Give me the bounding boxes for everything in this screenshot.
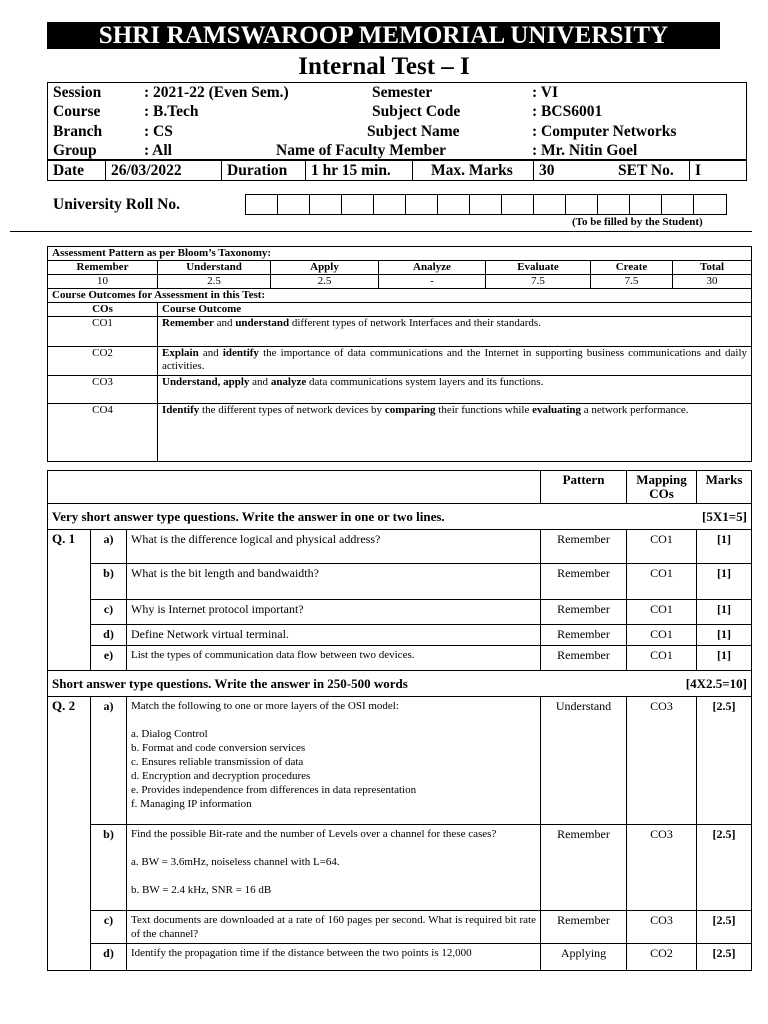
- assessment-pattern-table: [47, 246, 752, 462]
- group-value: : All: [144, 142, 172, 159]
- course-value: : B.Tech: [144, 103, 199, 120]
- header-spacer: [48, 471, 541, 504]
- question-row: [48, 600, 752, 625]
- case-item: a. BW = 3.6mHz, noiseless channel with L=64.: [131, 856, 340, 868]
- semester-value: : VI: [532, 84, 558, 101]
- bloom-title-row: [48, 247, 752, 261]
- question-co: CO1: [627, 625, 697, 646]
- bloom-title: Assessment Pattern as per Bloom’s Taxonomy:: [48, 247, 752, 261]
- bloom-header-row: [48, 261, 752, 275]
- roll-digit-box[interactable]: [342, 195, 374, 214]
- co-row: [48, 317, 752, 347]
- question-marks: [1]: [697, 564, 752, 600]
- co-text: and: [249, 376, 271, 388]
- question-pattern: Applying: [541, 944, 627, 971]
- section-2-title: Short answer type questions. Write the answer in 250-500 words: [52, 675, 408, 691]
- roll-digit-box[interactable]: [406, 195, 438, 214]
- co-row: [48, 347, 752, 376]
- question-part: d): [91, 944, 127, 971]
- bloom-value: 2.5: [158, 275, 271, 289]
- question-co: CO3: [627, 697, 697, 825]
- question-part: a): [91, 697, 127, 825]
- co-keyword: comparing: [384, 404, 436, 416]
- question-co: CO3: [627, 911, 697, 944]
- co-keyword: Remember: [162, 317, 214, 329]
- question-part: a): [91, 530, 127, 564]
- question-co: CO2: [627, 944, 697, 971]
- max-marks-value: 30: [533, 161, 613, 180]
- exam-date-row: [47, 160, 747, 181]
- roll-digit-box[interactable]: [310, 195, 342, 214]
- info-row-course: [48, 102, 746, 122]
- info-row-session: [48, 83, 746, 103]
- question-text: What is the difference logical and physical address?: [127, 530, 541, 564]
- col-marks: Marks: [697, 471, 752, 504]
- question-part: c): [91, 911, 127, 944]
- co-id: CO3: [48, 376, 158, 404]
- section-1-title: Very short answer type questions. Write the answer in one or two lines.: [52, 508, 445, 524]
- branch-label: Branch: [53, 123, 103, 140]
- roll-digit-box[interactable]: [246, 195, 278, 214]
- bloom-value: -: [379, 275, 486, 289]
- roll-number-boxes[interactable]: [245, 194, 727, 215]
- roll-digit-box[interactable]: [534, 195, 566, 214]
- roll-digit-box[interactable]: [374, 195, 406, 214]
- university-banner: SHRI RAMSWAROOP MEMORIAL UNIVERSITY: [47, 22, 720, 49]
- faculty-label: Name of Faculty Member: [276, 142, 447, 159]
- question-row: [48, 911, 752, 944]
- bloom-value: 7.5: [591, 275, 673, 289]
- set-value: I: [689, 161, 746, 180]
- bloom-value: 2.5: [271, 275, 379, 289]
- bloom-value-row: [48, 275, 752, 289]
- question-marks: [1]: [697, 625, 752, 646]
- question-prompt: Find the possible Bit-rate and the number of Levels over a channel for these cases?: [131, 828, 497, 840]
- question-co: CO1: [627, 646, 697, 671]
- question-row: [48, 564, 752, 600]
- group-label: Group: [53, 142, 97, 159]
- question-pattern: Remember: [541, 825, 627, 911]
- roll-digit-box[interactable]: [470, 195, 502, 214]
- outcome-header: Course Outcome: [158, 303, 752, 317]
- session-value: : 2021-22 (Even Sem.): [144, 84, 289, 101]
- co-keyword: understand: [235, 317, 290, 329]
- roll-number-note: (To be filled by the Student): [572, 216, 703, 228]
- bloom-value: 30: [673, 275, 752, 289]
- question-text: Why is Internet protocol important?: [127, 600, 541, 625]
- question-marks: [2.5]: [697, 911, 752, 944]
- question-number: Q. 2: [48, 697, 91, 971]
- subject-code-label: Subject Code: [372, 103, 461, 120]
- option-item: f. Managing IP information: [131, 798, 252, 810]
- question-number: Q. 1: [48, 530, 91, 671]
- info-row-branch: [48, 122, 746, 142]
- roll-digit-box[interactable]: [438, 195, 470, 214]
- question-row: [48, 944, 752, 971]
- question-text: List the types of communication data flow between two devices.: [127, 646, 541, 671]
- co-text: the importance of data communications and the Internet in supporting business communications and daily activities.: [162, 347, 748, 372]
- roll-number-label: University Roll No.: [53, 196, 181, 213]
- questions-table: [47, 470, 752, 971]
- co-description: [158, 376, 752, 404]
- question-co: CO1: [627, 600, 697, 625]
- info-row-group: [48, 141, 746, 161]
- section-1-heading: [48, 504, 752, 530]
- question-row: [48, 530, 752, 564]
- roll-digit-box[interactable]: [502, 195, 534, 214]
- roll-digit-box[interactable]: [662, 195, 694, 214]
- option-item: a. Dialog Control: [131, 728, 208, 740]
- question-marks: [2.5]: [697, 944, 752, 971]
- co-keyword: identify: [222, 347, 259, 359]
- question-pattern: Understand: [541, 697, 627, 825]
- co-text: and: [213, 317, 236, 329]
- question-row: [48, 625, 752, 646]
- co-text: data communications system layers and its functions.: [306, 376, 544, 388]
- bloom-value: 10: [48, 275, 158, 289]
- co-description: [158, 317, 752, 347]
- co-header-row: [48, 303, 752, 317]
- question-pattern: Remember: [541, 911, 627, 944]
- co-description: [158, 404, 752, 462]
- subject-name-value: : Computer Networks: [532, 123, 677, 140]
- bloom-header: Evaluate: [486, 261, 591, 275]
- section-2-marks: [4X2.5=10]: [685, 675, 747, 691]
- bloom-value: 7.5: [486, 275, 591, 289]
- question-co: CO3: [627, 825, 697, 911]
- case-item: b. BW = 2.4 kHz, SNR = 16 dB: [131, 884, 272, 896]
- question-text: Identify the propagation time if the distance between the two points is 12,000: [127, 944, 541, 971]
- question-marks: [1]: [697, 530, 752, 564]
- bloom-header: Create: [591, 261, 673, 275]
- subject-name-label: Subject Name: [367, 123, 460, 140]
- question-row: [48, 697, 752, 825]
- co-title: Course Outcomes for Assessment in this Test:: [48, 289, 752, 303]
- co-keyword: Understand, apply: [162, 376, 250, 388]
- co-header: COs: [48, 303, 158, 317]
- option-item: d. Encryption and decryption procedures: [131, 770, 311, 782]
- co-text: different types of network Interfaces and their standards.: [289, 317, 541, 329]
- question-part: e): [91, 646, 127, 671]
- duration-label: Duration: [221, 161, 305, 180]
- question-prompt: Match the following to one or more layers of the OSI model:: [131, 700, 399, 712]
- bloom-header: Apply: [271, 261, 379, 275]
- question-part: d): [91, 625, 127, 646]
- date-value: 26/03/2022: [105, 161, 221, 180]
- co-keyword: evaluating: [532, 404, 581, 416]
- roll-digit-box[interactable]: [278, 195, 310, 214]
- question-row: [48, 646, 752, 671]
- col-pattern: Pattern: [541, 471, 627, 504]
- co-description: [158, 347, 752, 376]
- co-id: CO4: [48, 404, 158, 462]
- co-keyword: Explain: [162, 347, 199, 359]
- question-pattern: Remember: [541, 646, 627, 671]
- branch-value: : CS: [144, 123, 173, 140]
- question-text: [127, 825, 541, 911]
- set-label: SET No.: [618, 162, 674, 179]
- bloom-header: Understand: [158, 261, 271, 275]
- option-item: e. Provides independence from differences in data representation: [131, 784, 417, 796]
- question-pattern: Remember: [541, 625, 627, 646]
- questions-header-row: [48, 471, 752, 504]
- roll-digit-box[interactable]: [630, 195, 662, 214]
- co-id: CO1: [48, 317, 158, 347]
- co-row: [48, 404, 752, 462]
- roll-digit-box[interactable]: [566, 195, 598, 214]
- section-row: [48, 671, 752, 697]
- question-co: CO1: [627, 530, 697, 564]
- question-text: Text documents are downloaded at a rate of 160 pages per second. What is required bit rate of the channel?: [127, 911, 541, 944]
- section-row: [48, 504, 752, 530]
- question-pattern: Remember: [541, 600, 627, 625]
- duration-value: 1 hr 15 min.: [305, 161, 412, 180]
- exam-info-box: [47, 82, 747, 160]
- co-keyword: analyze: [270, 376, 307, 388]
- faculty-value: : Mr. Nitin Goel: [532, 142, 638, 159]
- question-row: [48, 825, 752, 911]
- co-id: CO2: [48, 347, 158, 376]
- option-item: c. Ensures reliable transmission of data: [131, 756, 304, 768]
- question-pattern: Remember: [541, 564, 627, 600]
- col-mapping-cos: Mapping COs: [627, 471, 697, 504]
- bloom-header: Remember: [48, 261, 158, 275]
- question-part: b): [91, 564, 127, 600]
- option-list: [131, 727, 536, 811]
- question-part: c): [91, 600, 127, 625]
- bloom-header: Total: [673, 261, 752, 275]
- question-text: Define Network virtual terminal.: [127, 625, 541, 646]
- bloom-header: Analyze: [379, 261, 486, 275]
- question-marks: [2.5]: [697, 697, 752, 825]
- co-text: their functions while: [435, 404, 533, 416]
- question-text: What is the bit length and bandwaidth?: [127, 564, 541, 600]
- question-marks: [2.5]: [697, 825, 752, 911]
- session-label: Session: [53, 84, 102, 101]
- roll-digit-box[interactable]: [694, 195, 726, 214]
- co-text: the different types of network devices by: [199, 404, 385, 416]
- question-marks: [1]: [697, 646, 752, 671]
- subject-code-value: : BCS6001: [532, 103, 603, 120]
- course-label: Course: [53, 103, 101, 120]
- max-marks-label: Max. Marks: [412, 161, 533, 180]
- question-marks: [1]: [697, 600, 752, 625]
- question-co: CO1: [627, 564, 697, 600]
- section-divider: [10, 231, 752, 232]
- test-title: Internal Test – I: [298, 53, 470, 80]
- roll-digit-box[interactable]: [598, 195, 630, 214]
- co-title-row: [48, 289, 752, 303]
- co-text: and: [198, 347, 223, 359]
- option-item: b. Format and code conversion services: [131, 742, 306, 754]
- question-pattern: Remember: [541, 530, 627, 564]
- co-keyword: Identify: [162, 404, 200, 416]
- co-text: a network performance.: [581, 404, 689, 416]
- section-2-heading: [48, 671, 752, 697]
- question-text: [127, 697, 541, 825]
- semester-label: Semester: [372, 84, 433, 101]
- question-part: b): [91, 825, 127, 911]
- co-row: [48, 376, 752, 404]
- section-1-marks: [5X1=5]: [702, 508, 747, 524]
- date-label: Date: [53, 162, 84, 179]
